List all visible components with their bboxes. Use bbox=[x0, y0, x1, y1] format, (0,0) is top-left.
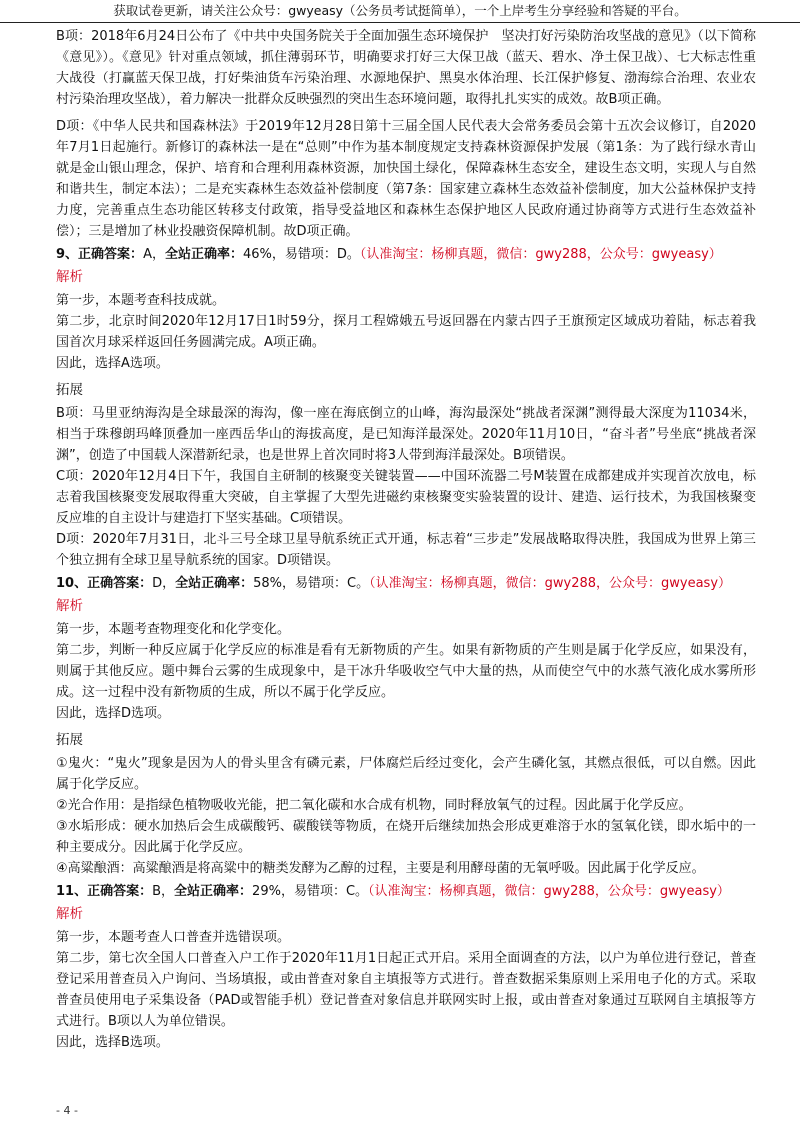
analysis-line: 第一步，本题考查人口普查并选错误项。 bbox=[56, 930, 291, 945]
expansion-heading: 拓展 bbox=[56, 732, 83, 748]
analysis-heading: 解析 bbox=[56, 598, 83, 614]
document-body bbox=[56, 26, 756, 1053]
question-number: 11、 bbox=[56, 884, 88, 899]
promo-text: （认准淘宝：杨柳真题，微信：gwy288，公众号：gwyeasy） bbox=[359, 247, 722, 262]
expansion-line: B项：马里亚纳海沟是全球最深的海沟，像一座在海底倒立的山峰，海沟最深处“挑战者深渊”测得最大深度为11034米，相当于珠穆朗玛峰顶叠加一座西岳华山的海拔高度，是已知海洋最深处。2020年11月10日，“奋斗者”号坐底“挑战者深渊”，创造了中国载人深潜新纪录，也是世界上首次同时将3人带到海洋最深处。B项错误。 bbox=[56, 406, 756, 463]
answer-label: 正确答案： bbox=[87, 884, 153, 899]
rate-label: 全站正确率： bbox=[164, 247, 243, 262]
rate-label: 全站正确率： bbox=[175, 576, 254, 591]
answer-value: B， bbox=[152, 884, 175, 899]
answer-label: 正确答案： bbox=[87, 576, 153, 591]
question-number: 9、 bbox=[56, 247, 79, 262]
analysis-line: 因此，选择A选项。 bbox=[56, 356, 169, 371]
rate-value: 46%， bbox=[242, 247, 285, 262]
answer-label: 正确答案： bbox=[78, 247, 144, 262]
expansion-line: ③水垢形成：硬水加热后会生成碳酸钙、碳酸镁等物质，在烧开后继续加热会形成更难溶于水的氢氧化镁，即水垢中的一种主要成分。因此属于化学反应。 bbox=[56, 819, 756, 855]
analysis-line: 第二步，第七次全国人口普查入户工作于2020年11月1日起正式开启。采用全面调查的方法，以户为单位进行登记，普查登记采用普查员入户询问、当场填报，或由普查对象自主填报等方式进行。普查数据采集原则上采用电子化的方式。采取普查员使用电子采集设备（PAD或智能手机）登记普查对象信息并联网实时上报，或由普查对象通过互联网自主填报等方式进行。B项以人为单位错误。 bbox=[56, 951, 756, 1029]
intro-paragraph: D项：《中华人民共和国森林法》于2019年12月28日第十三届全国人民代表大会常务委员会第十五次会议修订，自2020年7月1日起施行。新修订的森林法一是在“总则”中作为基本制度规定支持森林资源保护发展（第1条：为了践行绿水青山就是金山银山理念，保护、培育和合理利用森林资源，加快国土绿化，保障森林生态安全，建设生态文明，实现人与自然和谐共生，制定本法）；二是充实森林生态效益补偿制度（第7条：国家建立森林生态效益补偿制度，加大公益林保护支持力度，完善重点生态功能区转移支付政策，指导受益地区和森林生态保护地区人民政府通过协商等方式进行生态效益补偿）；三是增加了林业投融资保障机制。故D项正确。 bbox=[56, 119, 756, 239]
wrong-option: 易错项：D。 bbox=[284, 247, 360, 262]
intro-paragraph: B项：2018年6月24日公布了《中共中央国务院关于全面加强生态环境保护 坚决打好污染防治攻坚战的意见》（以下简称《意见》）。《意见》针对重点领域，抓住薄弱环节，明确要求打好三大保卫战（蓝天、碧水、净土保卫战）、七大标志性重大战役（打赢蓝天保卫战，打好柴油货车污染治理、水源地保护、黑臭水体治理、长江保护修复、渤海综合治理、农业农村污染治理攻坚战），着力解决一批群众反映强烈的突出生态环境问题，取得扎扎实实的成效。故B项正确。 bbox=[56, 29, 756, 107]
analysis-heading: 解析 bbox=[56, 269, 83, 285]
rate-label: 全站正确率： bbox=[174, 884, 253, 899]
analysis-line: 第二步，北京时间2020年12月17日1时59分，探月工程嫦娥五号返回器在内蒙古四子王旗预定区域成功着陆，标志着我国首次月球采样返回任务圆满完成。A项正确。 bbox=[56, 314, 756, 350]
page-header: 获取试卷更新，请关注公众号：gwyeasy（公务员考试挺简单），一个上岸考生分享经验和答疑的平台。 bbox=[0, 0, 800, 23]
analysis-line: 第二步，判断一种反应属于化学反应的标准是看有无新物质的产生。如果有新物质的产生则是属于化学反应，如果没有，则属于其他反应。题中舞台云雾的生成现象中，是干冰升华吸收空气中大量的热，从而使空气中的水蒸气液化成水雾所形成。这一过程中没有新物质的生成，所以不属于化学反应。 bbox=[56, 643, 756, 700]
answer-value: D， bbox=[152, 576, 176, 591]
expansion-heading: 拓展 bbox=[56, 382, 83, 398]
wrong-option: 易错项：C。 bbox=[293, 884, 369, 899]
promo-text: （认准淘宝：杨柳真题，微信：gwy288，公众号：gwyeasy） bbox=[369, 576, 732, 591]
question-11-header bbox=[56, 881, 756, 902]
rate-value: 58%， bbox=[253, 576, 296, 591]
analysis-line: 第一步，本题考查物理变化和化学变化。 bbox=[56, 622, 291, 637]
expansion-line: ④高粱酿酒：高粱酿酒是将高粱中的糖类发酵为乙醇的过程，主要是利用酵母菌的无氧呼吸。因此属于化学反应。 bbox=[56, 861, 705, 876]
question-9-header bbox=[56, 244, 756, 265]
page-number: - 4 - bbox=[56, 1104, 78, 1117]
question-number: 10、 bbox=[56, 576, 88, 591]
analysis-line: 因此，选择D选项。 bbox=[56, 706, 171, 721]
analysis-line: 第一步，本题考查科技成就。 bbox=[56, 293, 226, 308]
analysis-line: 因此，选择B选项。 bbox=[56, 1035, 169, 1050]
wrong-option: 易错项：C。 bbox=[295, 576, 370, 591]
analysis-heading: 解析 bbox=[56, 906, 83, 922]
expansion-line: D项：2020年7月31日，北斗三号全球卫星导航系统正式开通，标志着“三步走”发展战略取得决胜，我国成为世界上第三个独立拥有全球卫星导航系统的国家。D项错误。 bbox=[56, 532, 756, 568]
promo-text: （认准淘宝：杨柳真题，微信：gwy288，公众号：gwyeasy） bbox=[368, 884, 730, 899]
expansion-line: ②光合作用：是指绿色植物吸收光能，把二氧化碳和水合成有机物，同时释放氧气的过程。因此属于化学反应。 bbox=[56, 798, 692, 813]
expansion-line: ①鬼火：“鬼火”现象是因为人的骨头里含有磷元素，尸体腐烂后经过变化，会产生磷化氢，其燃点很低，可以自燃。因此属于化学反应。 bbox=[56, 756, 756, 792]
expansion-line: C项：2020年12月4日下午，我国自主研制的核聚变关键装置——中国环流器二号M装置在成都建成并实现首次放电，标志着我国核聚变发展取得重大突破，自主掌握了大型先进磁约束核聚变实验装置的设计、建造、运行技术，为我国核聚变反应堆的自主设计与建造打下坚实基础。C项错误。 bbox=[56, 469, 756, 526]
answer-value: A， bbox=[143, 247, 165, 262]
rate-value: 29%， bbox=[252, 884, 294, 899]
question-10-header bbox=[56, 573, 756, 594]
